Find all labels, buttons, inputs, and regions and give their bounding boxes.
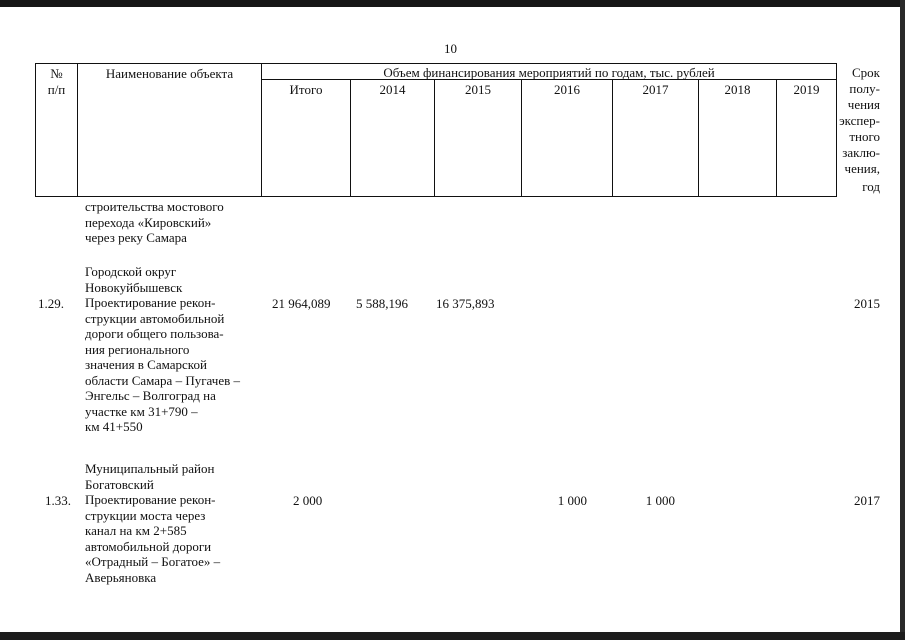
row-2016: 1 000 (557, 493, 587, 508)
header-deadline-line4: экспер- (839, 113, 880, 128)
header-year-2018: 2018 (724, 82, 751, 97)
header-deadline-line5: тного (849, 129, 880, 144)
name-line: Аверьяновка (85, 569, 157, 585)
header-year-2015: 2015 (465, 82, 491, 97)
row-deadline: 2015 (854, 296, 880, 311)
name-line: автомобильной дороги (85, 538, 212, 554)
name-line: Проектирование рекон- (85, 492, 216, 507)
header-deadline-line7: чения, (844, 161, 880, 176)
col-border-num (77, 63, 78, 197)
header-deadline-line8: год (862, 179, 880, 194)
district-line: Городской округ (85, 264, 177, 279)
header-deadline-line6: заклю- (842, 145, 880, 160)
table-top-border (35, 63, 837, 64)
name-line: области Самара – Пугачев – (85, 372, 240, 388)
row-object-name (85, 264, 265, 435)
row-2014: 5 588,196 (356, 296, 408, 311)
header-deadline-line3: чения (847, 97, 880, 112)
header-financing-title: Объем финансирования мероприятий по годам, тыс. рублей (383, 65, 715, 80)
header-total: Итого (289, 82, 323, 97)
district-line: Богатовский (85, 476, 154, 492)
name-line: Проектирование рекон- (85, 295, 216, 310)
header-name: Наименование объекта (105, 66, 234, 81)
page-number: 10 (444, 41, 457, 56)
name-line: ния регионального (85, 341, 190, 357)
row-total: 21 964,089 (272, 296, 331, 311)
continuation-line: строительства мостового (85, 199, 224, 214)
district-line: Новокуйбышевск (85, 279, 183, 295)
row-total: 2 000 (293, 493, 323, 508)
header-year-2017: 2017 (642, 82, 669, 97)
header-deadline-line2: полу- (849, 81, 880, 96)
row-2017: 1 000 (645, 493, 675, 508)
district-line: Муниципальный район (85, 461, 215, 476)
header-bottom-border (35, 196, 837, 197)
name-line: канал на км 2+585 (85, 523, 187, 538)
continuation-text (85, 199, 265, 246)
name-line: значения в Самарской (85, 357, 207, 372)
name-line: струкции автомобильной (85, 310, 225, 326)
header-deadline-line1: Срок (852, 65, 880, 80)
continuation-line: через реку Самара (85, 230, 187, 245)
scan-edge-top (0, 0, 905, 7)
continuation-line: перехода «Кировский» (85, 214, 212, 230)
header-num-line1: № (50, 66, 63, 81)
name-line: км 41+550 (85, 419, 143, 434)
header-year-2016: 2016 (554, 82, 580, 97)
header-year-2019: 2019 (793, 82, 820, 97)
name-line: струкции моста через (85, 507, 206, 523)
name-line: участке км 31+790 – (85, 403, 198, 419)
scan-edge-right (900, 0, 905, 640)
row-2015: 16 375,893 (436, 296, 495, 311)
row-object-name (85, 461, 265, 585)
row-deadline: 2017 (854, 493, 880, 508)
header-year-2014: 2014 (379, 82, 406, 97)
row-number: 1.33. (45, 493, 71, 508)
name-line: дороги общего пользова- (85, 326, 224, 341)
row-number: 1.29. (38, 296, 64, 311)
name-line: Энгельс – Волгоград на (85, 388, 216, 403)
name-line: «Отрадный – Богатое» – (85, 554, 221, 569)
scan-edge-bottom (0, 632, 905, 640)
header-num-line2: п/п (47, 82, 66, 97)
